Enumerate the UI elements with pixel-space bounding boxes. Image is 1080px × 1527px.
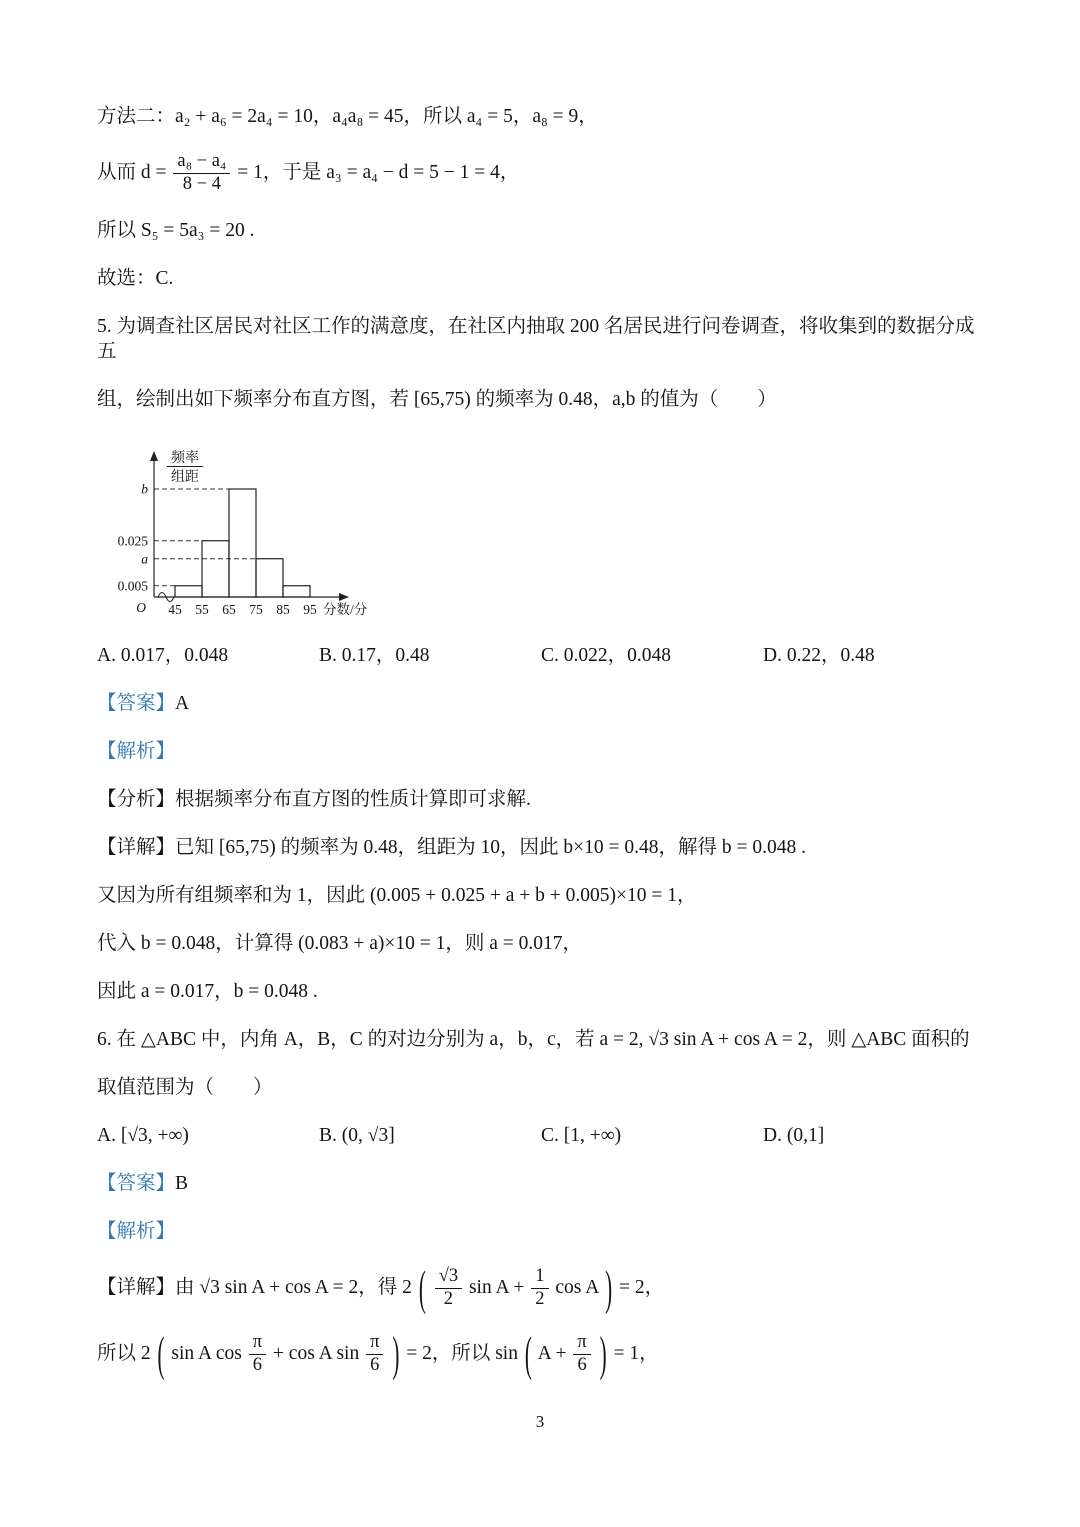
hist-bar-1 — [202, 541, 229, 597]
fraction-denominator: 2 — [535, 1288, 545, 1309]
math-text: = 1，于是 a₃ = a₄ − d = 5 − 1 = 4， — [237, 161, 520, 183]
math-text: + cos A sin — [272, 1342, 360, 1364]
q5-answer-line — [97, 691, 984, 716]
q5-solution-line3: 代入 b = 0.048，计算得 (0.083 + a)×10 = 1，则 a = 0.017， — [97, 932, 583, 954]
fraction-numerator: 1 — [531, 1267, 548, 1289]
fraction — [247, 1333, 268, 1376]
y-axis-arrowhead — [150, 451, 158, 461]
q6-jiexi-line — [97, 1219, 984, 1244]
x-tick-label-65: 65 — [222, 601, 236, 617]
q6-options — [97, 1123, 984, 1148]
q5-options — [97, 643, 984, 668]
math-text: cos A — [555, 1276, 599, 1298]
answer-tag: 【答案】 — [97, 1172, 176, 1194]
q5-stem-line2: 组，绘制出如下频率分布直方图，若 [65,75) 的频率为 0.48，a,b 的值为（ ） — [97, 388, 777, 410]
x-tick-label-75: 75 — [249, 601, 263, 617]
method2-conclusion: 故选：C. — [97, 267, 174, 289]
fraction — [571, 1333, 592, 1376]
q6-option-d: D. (0,1] — [763, 1124, 825, 1146]
q5-stem-line1: 5. 为调查社区居民对社区工作的满意度，在社区内抽取 200 名居民进行问卷调查，将收集到的数据分成五 — [97, 315, 975, 362]
q6-detail-line2 — [97, 1326, 984, 1382]
x-tick-label-95: 95 — [303, 601, 317, 617]
fraction-denominator: 6 — [370, 1354, 380, 1375]
q6-option-a: A. [√3, +∞) — [97, 1124, 189, 1146]
big-right-paren: ) — [599, 1326, 607, 1382]
q5-option-a: A. 0.017，0.048 — [97, 644, 229, 666]
method2-line2 — [97, 152, 984, 195]
x-tick-label-55: 55 — [195, 601, 209, 617]
q5-solution-line2: 又因为所有组频率和为 1，因此 (0.005 + 0.025 + a + b + 0.005)×10 = 1， — [97, 884, 697, 906]
fraction-denominator: 2 — [443, 1288, 454, 1309]
q5-answer-value: A — [175, 692, 190, 714]
big-left-paren: ( — [418, 1260, 426, 1317]
method2-line1: 方法二：a₂ + a₆ = 2a₄ = 10，a₄a₈ = 45，所以 a₄ = 5，a₈ = 9， — [97, 106, 598, 127]
math-text: = 1， — [613, 1342, 659, 1364]
answer-tag: 【答案】 — [97, 692, 176, 714]
hist-bar-3 — [256, 559, 283, 597]
x-axis-label: 分数/分 — [323, 601, 368, 617]
frequency-histogram — [97, 435, 417, 631]
fraction — [529, 1267, 550, 1310]
fraction-denominator: 6 — [577, 1354, 587, 1375]
fraction-numerator: π — [249, 1333, 266, 1355]
math-text: 所以 2 — [97, 1342, 151, 1364]
q6-stem-line2: 取值范围为（ ） — [97, 1076, 273, 1098]
q5-option-d: D. 0.22，0.48 — [763, 644, 875, 666]
q5-xiangjie-line: 【详解】已知 [65,75) 的频率为 0.48，组距为 10，因此 b×10 = 0.48，解得 b = 0.048 . — [97, 836, 806, 858]
math-text: = 2， — [618, 1276, 665, 1298]
q6-option-b: B. (0, √3] — [319, 1124, 395, 1146]
big-left-paren: ( — [524, 1326, 532, 1382]
fraction — [433, 1267, 464, 1310]
math-text: sin A cos — [171, 1342, 242, 1364]
y-axis-label-numerator: 频率 — [171, 450, 199, 466]
math-text: = 2，所以 sin — [406, 1342, 518, 1364]
y-mark-label-0.005: 0.005 — [117, 578, 148, 594]
hist-bar-0 — [175, 586, 202, 597]
q5-option-b: B. 0.17，0.48 — [319, 644, 430, 666]
page-number: 3 — [535, 1412, 545, 1431]
fraction-numerator: a₈ − a₄ — [173, 152, 230, 174]
fraction-denominator: 8 − 4 — [182, 173, 221, 194]
math-text: sin A + — [468, 1276, 525, 1298]
q6-option-c: C. [1, +∞) — [541, 1124, 622, 1146]
y-axis-label-denominator: 组距 — [171, 469, 199, 485]
math-text: 【详解】由 √3 sin A + cos A = 2，得 2 — [97, 1276, 412, 1298]
x-axis-arrowhead — [339, 593, 349, 601]
q6-detail-line1 — [97, 1260, 984, 1317]
q5-fenxi-line: 【分析】根据频率分布直方图的性质计算即可求解. — [97, 788, 531, 810]
q5-jiexi-line — [97, 739, 984, 764]
big-right-paren: ) — [605, 1260, 613, 1317]
fraction-numerator: π — [573, 1333, 590, 1355]
jiexi-tag: 【解析】 — [97, 1220, 176, 1242]
fraction-numerator: √3 — [435, 1267, 462, 1289]
y-mark-label-0.025: 0.025 — [117, 533, 148, 549]
big-left-paren: ( — [157, 1326, 165, 1382]
hist-bar-4 — [283, 586, 310, 597]
fraction-numerator: π — [366, 1333, 383, 1355]
origin-label: O — [136, 599, 146, 615]
jiexi-tag: 【解析】 — [97, 740, 176, 762]
math-text: A + — [537, 1342, 567, 1364]
fraction — [364, 1333, 385, 1376]
x-tick-label-85: 85 — [276, 601, 290, 617]
q5-solution-line4: 因此 a = 0.017，b = 0.048 . — [97, 980, 318, 1002]
q6-answer-value: B — [175, 1172, 189, 1194]
y-mark-label-b: b — [141, 481, 148, 497]
q5-option-c: C. 0.022，0.048 — [541, 644, 672, 666]
math-text: 从而 d = — [97, 161, 167, 183]
big-right-paren: ) — [392, 1326, 400, 1382]
y-mark-label-a: a — [141, 551, 148, 567]
method2-line3: 所以 S₅ = 5a₃ = 20 . — [97, 219, 255, 241]
fraction — [171, 152, 232, 195]
q6-answer-line — [97, 1171, 984, 1196]
x-tick-label-45: 45 — [168, 601, 182, 617]
q6-stem-line1: 6. 在 △ABC 中，内角 A，B，C 的对边分别为 a，b，c，若 a = 2, √3 sin A + cos A = 2，则 △ABC 面积的 — [97, 1028, 970, 1050]
hist-bar-2 — [229, 489, 256, 597]
fraction-denominator: 6 — [252, 1354, 262, 1375]
